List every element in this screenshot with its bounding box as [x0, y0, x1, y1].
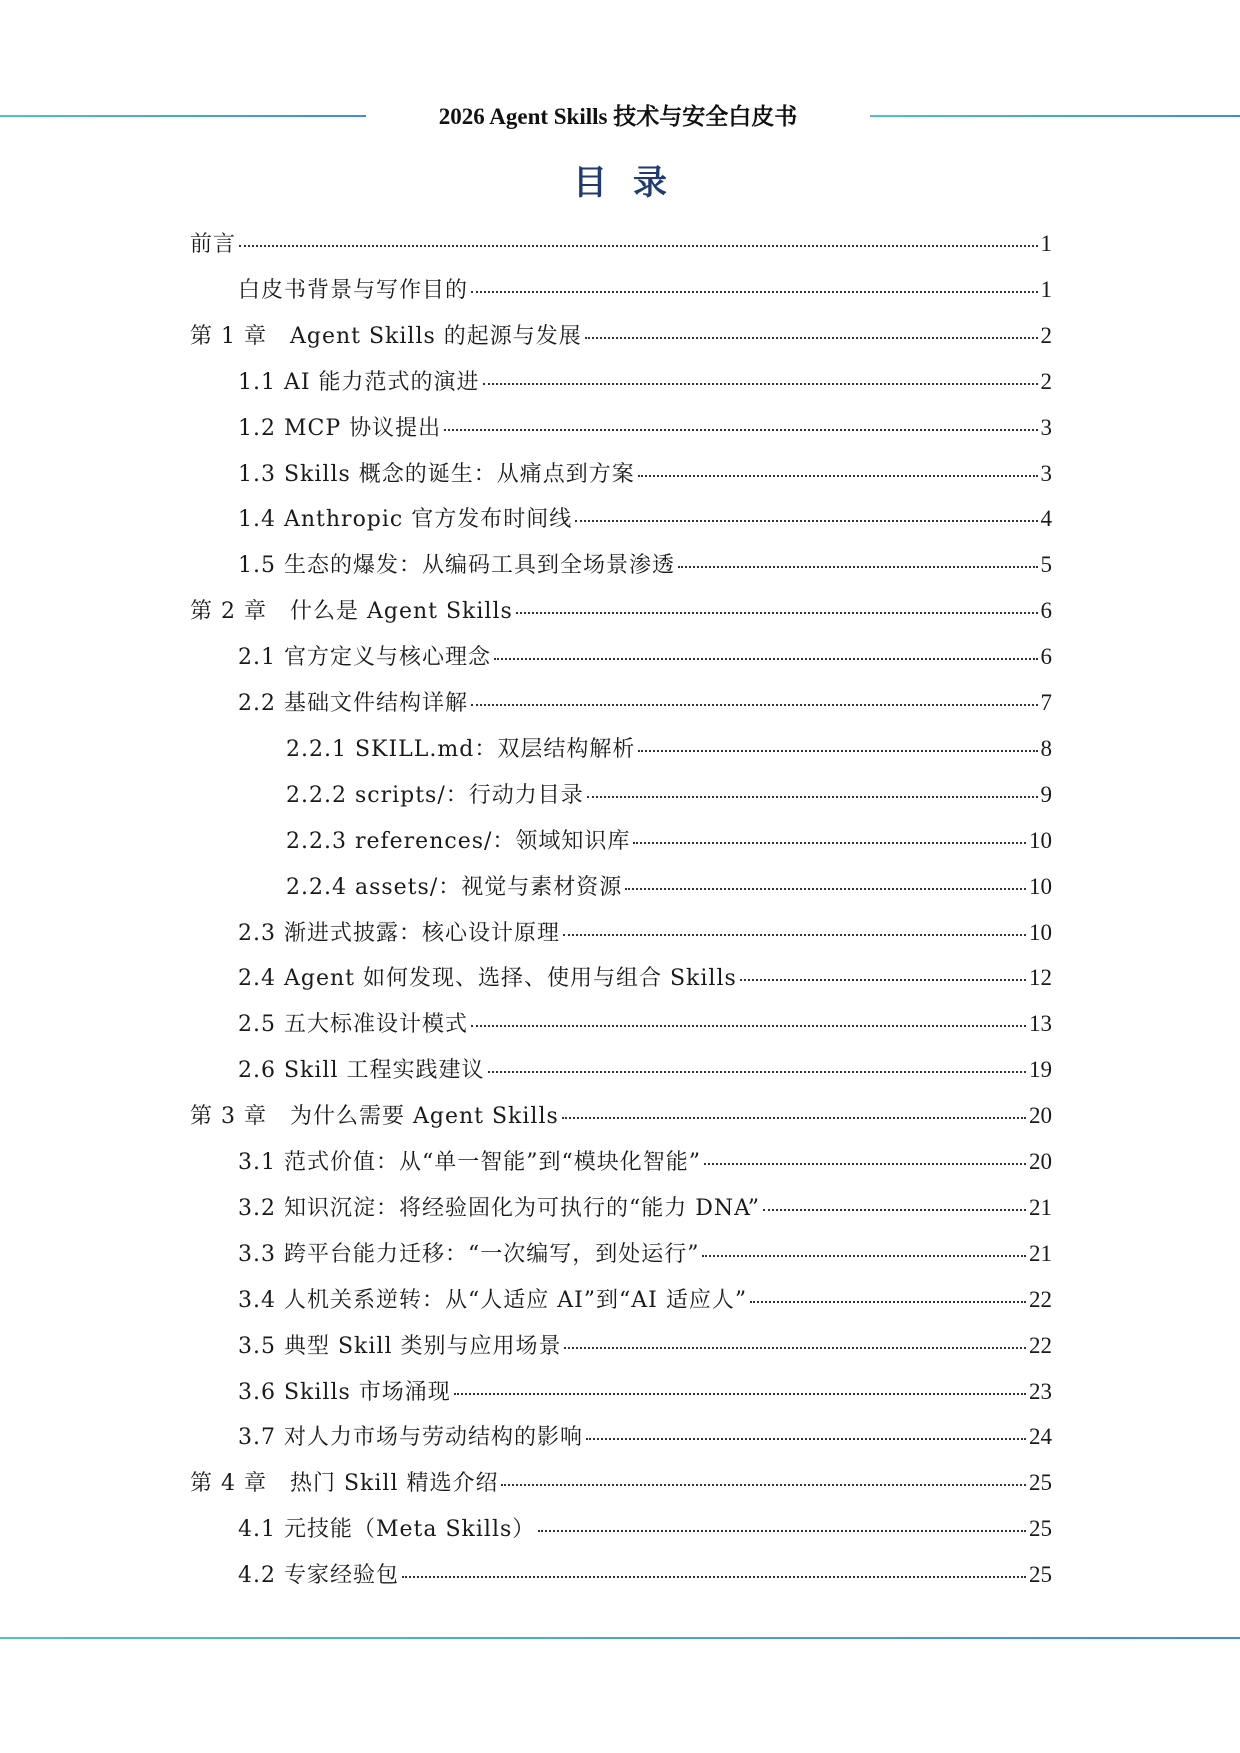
toc-dot-leader: [633, 840, 1026, 844]
toc-entry[interactable]: [286, 726, 1052, 772]
toc-dot-leader: [564, 1345, 1026, 1349]
toc-entry-page-number: 2: [1040, 322, 1052, 348]
toc-entry-page-number: 20: [1029, 1149, 1052, 1174]
toc-entry-page-number: 10: [1029, 827, 1052, 853]
toc-entry[interactable]: [238, 910, 1052, 956]
toc-entry-page-number: 4: [1040, 506, 1052, 532]
toc-entry-page-number: 6: [1040, 644, 1052, 670]
toc-dot-leader: [625, 886, 1026, 890]
toc-entry-page-number: 1: [1040, 231, 1052, 256]
toc-entry[interactable]: [286, 864, 1052, 910]
toc-entry[interactable]: [238, 267, 1052, 313]
toc-entry[interactable]: [238, 496, 1052, 542]
toc-entry[interactable]: [238, 1047, 1052, 1093]
toc-entry[interactable]: [190, 1460, 1052, 1506]
toc-entry-label: 3.4 人机关系逆转：从“人适应 AI”到“AI 适应人”: [238, 1287, 748, 1313]
toc-entry-label: 3.5 典型 Skill 类别与应用场景: [238, 1333, 562, 1359]
running-header-title: 2026 Agent Skills 技术与安全白皮书: [438, 104, 798, 129]
toc-entry-label: 2.6 Skill 工程实践建议: [238, 1058, 485, 1084]
header-rule-left: [0, 115, 366, 117]
toc-entry[interactable]: [238, 405, 1052, 451]
toc-entry[interactable]: [190, 588, 1052, 634]
toc-entry[interactable]: [238, 1552, 1052, 1598]
toc-dot-leader: [471, 289, 1037, 293]
toc-entry-label: 3.6 Skills 市场涌现: [238, 1379, 451, 1405]
toc-entry-label: 1.2 MCP 协议提出: [238, 415, 442, 441]
toc-entry-page-number: 8: [1040, 735, 1052, 761]
toc-entry-label: 3.7 对人力市场与劳动结构的影响: [238, 1425, 583, 1451]
toc-entry[interactable]: [238, 1139, 1052, 1185]
toc-entry-page-number: 25: [1029, 1516, 1052, 1542]
toc-entry-page-number: 23: [1029, 1378, 1052, 1404]
toc-entry-label: 3.3 跨平台能力迁移：“一次编写，到处运行”: [238, 1241, 700, 1267]
toc-entry-label: 第 4 章 热门 Skill 精选介绍: [190, 1471, 499, 1497]
toc-entry-page-number: 25: [1029, 1470, 1052, 1496]
toc-entry[interactable]: [238, 359, 1052, 405]
toc-dot-leader: [586, 1436, 1026, 1440]
toc-entry[interactable]: [238, 1369, 1052, 1415]
toc-dot-leader: [444, 427, 1037, 431]
toc-entry-page-number: 21: [1029, 1240, 1052, 1266]
toc-entry-label: 2.3 渐进式披露：核心设计原理: [238, 920, 560, 946]
toc-dot-leader: [501, 1482, 1026, 1486]
toc-dot-leader: [585, 335, 1038, 339]
toc-entry[interactable]: [238, 1506, 1052, 1552]
toc-dot-leader: [750, 1299, 1026, 1303]
toc-entry[interactable]: [238, 1277, 1052, 1323]
toc-entry-label: 3.2 知识沉淀：将经验固化为可执行的“能力 DNA”: [238, 1195, 761, 1221]
toc-entry-page-number: 3: [1040, 414, 1052, 440]
toc-entry-label: 4.1 元技能（Meta Skills）: [238, 1517, 536, 1543]
toc-entry[interactable]: [238, 680, 1052, 726]
toc-entry[interactable]: [190, 313, 1052, 359]
toc-entry-page-number: 19: [1029, 1057, 1052, 1083]
toc-entry-label: 1.3 Skills 概念的诞生：从痛点到方案: [238, 461, 635, 487]
toc-entry-label: 第 3 章 为什么需要 Agent Skills: [190, 1104, 559, 1130]
toc-entry[interactable]: [286, 818, 1052, 864]
toc-dot-leader: [678, 564, 1038, 568]
toc-dot-leader: [516, 610, 1038, 614]
toc-entry[interactable]: [238, 451, 1052, 497]
toc-entry[interactable]: [238, 1001, 1052, 1047]
header-rule-right: [870, 115, 1240, 117]
toc-dot-leader: [704, 1161, 1026, 1165]
toc-entry-label: 2.2.2 scripts/：行动力目录: [286, 782, 584, 808]
toc-entry-page-number: 7: [1040, 690, 1052, 715]
toc-entry-label: 2.2 基础文件结构详解: [238, 691, 468, 716]
toc-dot-leader: [740, 977, 1026, 981]
toc-entry-label: 1.1 AI 能力范式的演进: [238, 369, 480, 395]
toc-entry[interactable]: [238, 542, 1052, 588]
toc-dot-leader: [638, 748, 1037, 752]
toc-dot-leader: [563, 932, 1026, 936]
toc-entry-label: 前言: [190, 232, 237, 257]
toc-entry-page-number: 1: [1040, 276, 1052, 302]
toc-entry-label: 白皮书背景与写作目的: [238, 277, 469, 303]
toc-entry-page-number: 22: [1029, 1286, 1052, 1312]
toc-entry-page-number: 2: [1040, 368, 1052, 394]
toc-dot-leader: [488, 1069, 1027, 1073]
toc-heading: 目录: [573, 163, 693, 203]
toc-entry-page-number: 20: [1029, 1103, 1052, 1129]
toc-entry-page-number: 22: [1029, 1332, 1052, 1358]
toc-dot-leader: [483, 381, 1038, 385]
toc-entry-page-number: 5: [1040, 552, 1052, 578]
toc-entry-label: 第 2 章 什么是 Agent Skills: [190, 599, 513, 625]
toc-entry-label: 2.4 Agent 如何发现、选择、使用与组合 Skills: [238, 966, 737, 992]
toc-entry[interactable]: [190, 221, 1052, 267]
toc-dot-leader: [538, 1528, 1026, 1532]
toc-entry-page-number: 24: [1029, 1424, 1052, 1450]
toc-entry-label: 3.1 范式价值：从“单一智能”到“模块化智能”: [238, 1150, 701, 1175]
toc-entry-label: 2.2.4 assets/：视觉与素材资源: [286, 874, 623, 900]
toc-entry[interactable]: [238, 1231, 1052, 1277]
toc-entry-page-number: 3: [1040, 460, 1052, 486]
toc-entry[interactable]: [238, 1414, 1052, 1460]
toc-dot-leader: [562, 1115, 1026, 1119]
toc-entry-label: 2.2.1 SKILL.md：双层结构解析: [286, 736, 636, 762]
toc-dot-leader: [587, 794, 1038, 798]
toc-entry-page-number: 12: [1029, 965, 1052, 991]
toc-entry[interactable]: [238, 634, 1052, 680]
toc-entry[interactable]: [238, 1323, 1052, 1369]
toc-entry-page-number: 25: [1029, 1562, 1052, 1588]
toc-entry-label: 2.2.3 references/：领域知识库: [286, 828, 631, 854]
toc-entry-label: 2.5 五大标准设计模式: [238, 1012, 468, 1038]
toc-dot-leader: [763, 1207, 1026, 1211]
toc-entry[interactable]: [286, 772, 1052, 818]
toc-entry-page-number: 13: [1029, 1011, 1052, 1037]
toc-entry-page-number: 10: [1029, 919, 1052, 945]
toc-entry-label: 1.4 Anthropic 官方发布时间线: [238, 507, 573, 533]
toc-dot-leader: [638, 473, 1038, 477]
footer-rule: [0, 1637, 1240, 1639]
toc-dot-leader: [402, 1574, 1026, 1578]
toc-entry-page-number: 9: [1040, 781, 1052, 807]
toc-entry-label: 1.5 生态的爆发：从编码工具到全场景渗透: [238, 553, 675, 579]
toc-dot-leader: [575, 518, 1037, 522]
toc-entry-label: 4.2 专家经验包: [238, 1563, 399, 1589]
toc-entry[interactable]: [190, 1093, 1052, 1139]
toc-entry-page-number: 21: [1029, 1194, 1052, 1220]
toc-entry-label: 第 1 章 Agent Skills 的起源与发展: [190, 323, 582, 349]
toc-entry-label: 2.1 官方定义与核心理念: [238, 645, 491, 671]
toc-entry[interactable]: [238, 955, 1052, 1001]
toc-dot-leader: [471, 1023, 1026, 1027]
toc-dot-leader: [494, 656, 1038, 660]
toc-entry-page-number: 10: [1029, 873, 1052, 899]
toc-entry[interactable]: [238, 1185, 1052, 1231]
toc-dot-leader: [454, 1391, 1026, 1395]
toc-entry-page-number: 6: [1040, 598, 1052, 624]
toc-dot-leader: [702, 1253, 1026, 1257]
toc-dot-leader: [239, 243, 1037, 247]
toc-dot-leader: [471, 702, 1038, 706]
